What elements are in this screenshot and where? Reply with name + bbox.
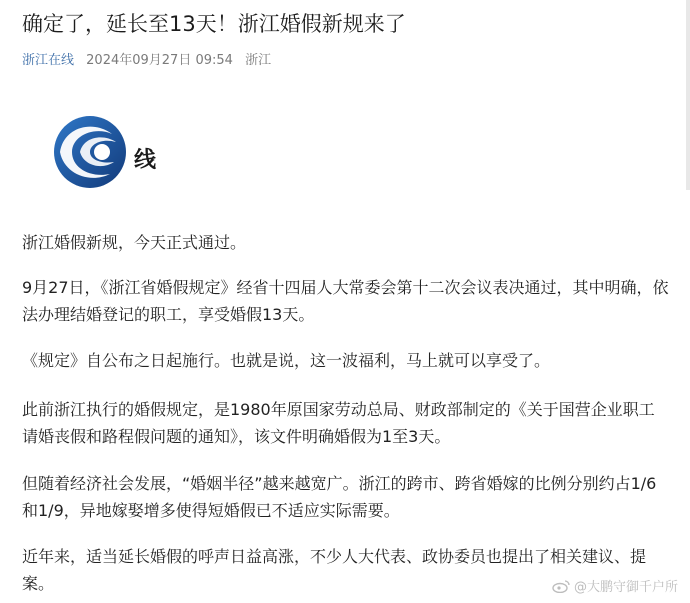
- weibo-icon: [552, 579, 570, 593]
- paragraph: 《规定》自公布之日起施行。也就是说，这一波福利，马上就可以享受了。: [22, 351, 551, 370]
- paragraph: 9月27日，《浙江省婚假规定》经省十四届人大常委会第十二次会议表决通过，其中明确，依法办理结婚登记的职工，享受婚假13天。: [22, 278, 669, 324]
- source-link[interactable]: 浙江在线: [22, 53, 75, 68]
- watermark-text: @大鹏守御千户所: [573, 580, 678, 595]
- scrollbar[interactable]: [686, 0, 690, 190]
- paragraph: 此前浙江执行的婚假规定，是1980年原国家劳动总局、财政部制定的《关于国营企业职工请婚丧假和路程假问题的通知》，该文件明确婚假为1至3天。: [22, 400, 655, 446]
- article-meta: [22, 52, 279, 70]
- watermark: [552, 576, 678, 595]
- publish-datetime: 2024年09月27日 09:54: [86, 53, 233, 68]
- paragraph: 但随着经济社会发展，“婚姻半径”越来越宽广。浙江的跨市、跨省婚嫁的比例分别约占1/6和1/9，异地嫁娶增多使得短婚假已不适应实际需要。: [22, 474, 657, 520]
- region-label: 浙江: [245, 53, 272, 68]
- paragraph: 浙江婚假新规，今天正式通过。: [22, 233, 247, 252]
- article-title: 确定了，延长至13天！浙江婚假新规来了: [22, 12, 406, 36]
- paragraph: 近年来，适当延长婚假的呼声日益高涨，不少人大代表、政协委员也提出了相关建议、提案。: [22, 547, 647, 593]
- logo-text: 线: [134, 148, 157, 173]
